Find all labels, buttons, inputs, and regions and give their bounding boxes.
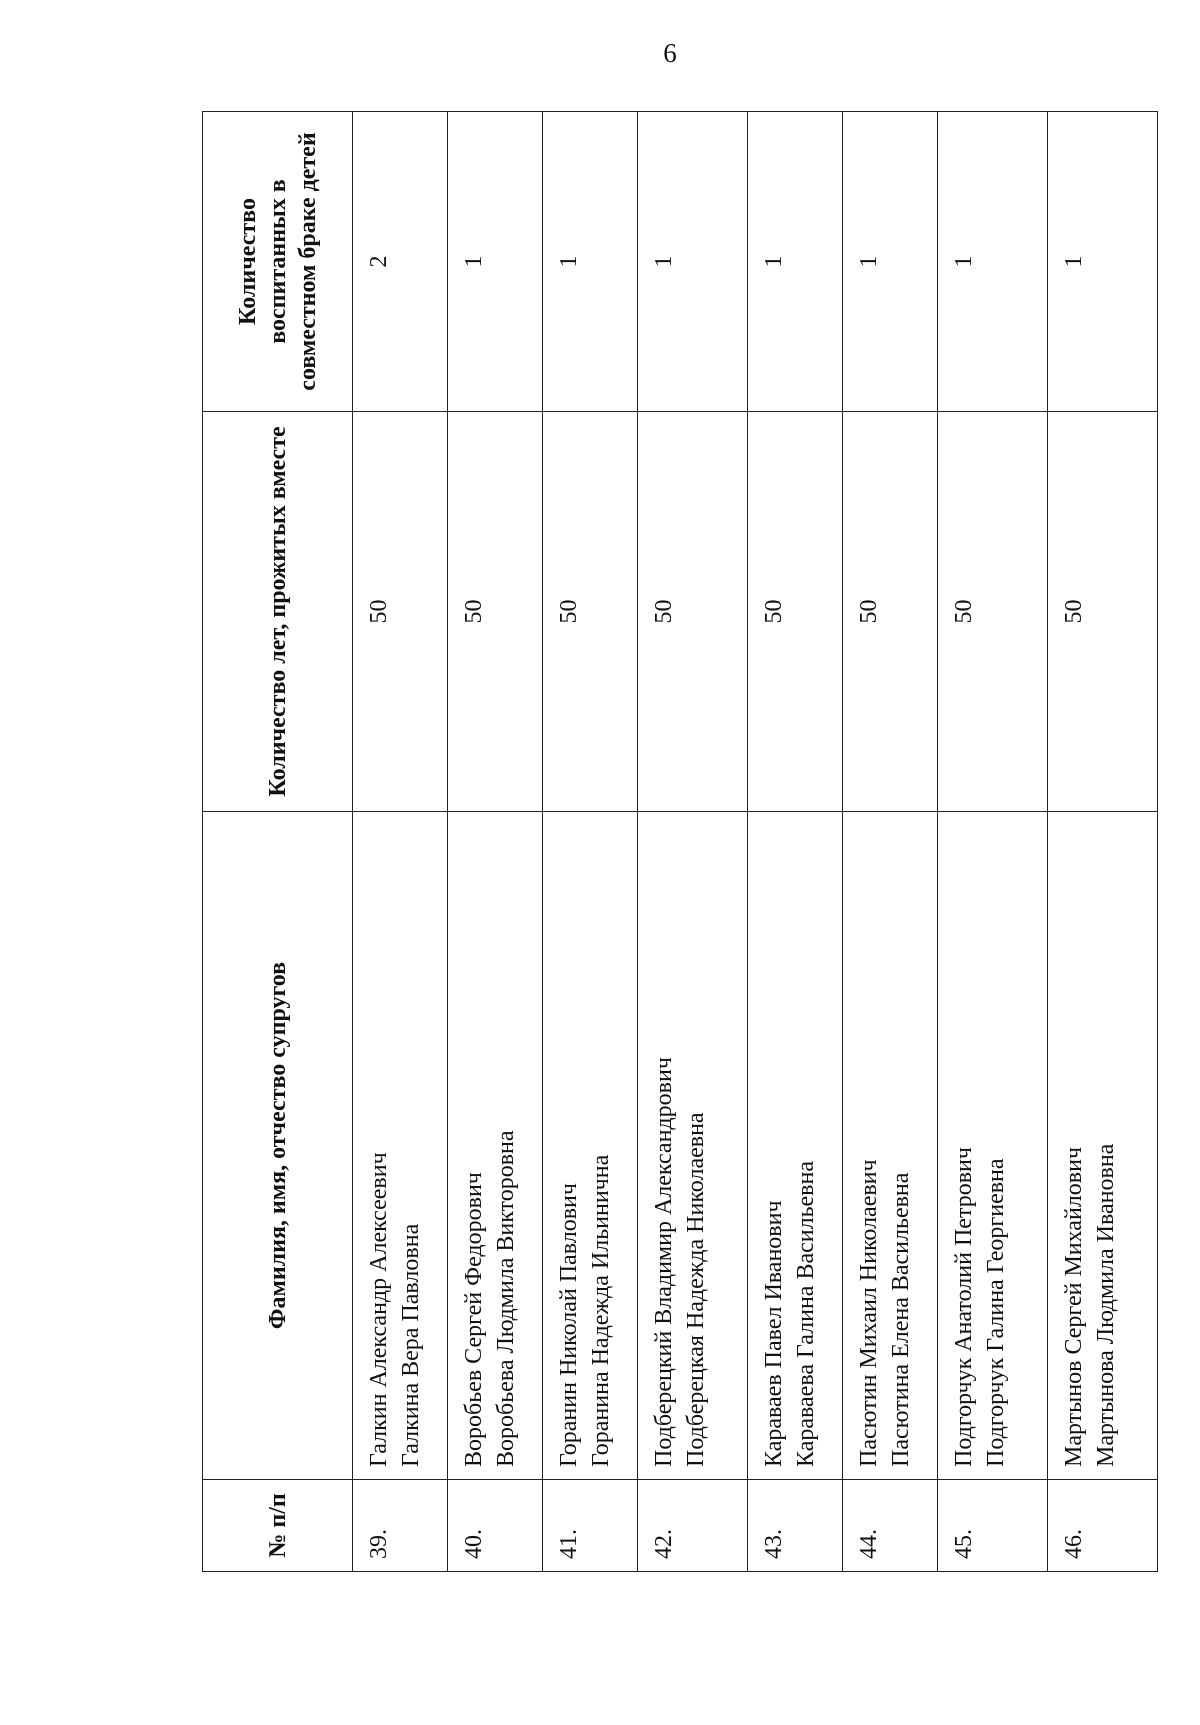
header-num: № п/п	[203, 1480, 353, 1572]
children-count: 1	[1048, 112, 1158, 412]
wife-name: Воробьева Людмила Викторовна	[493, 1130, 520, 1467]
row-number: 46.	[1048, 1480, 1158, 1572]
header-years: Количество лет, прожитых вместе	[203, 412, 353, 812]
wife-name: Подгорчук Галина Георгиевна	[983, 1158, 1010, 1467]
row-number: 41.	[543, 1480, 638, 1572]
header-children: Количество воспитанных в совместном браке детей	[203, 112, 353, 412]
header-names: Фамилия, имя, отчество супругов	[203, 812, 353, 1480]
husband-name: Караваев Павел Иванович	[761, 1200, 787, 1467]
page-number: 6	[663, 38, 677, 68]
couple-names	[353, 812, 448, 1480]
table-header-row	[203, 112, 353, 1572]
children-count: 1	[543, 112, 638, 412]
row-number: 43.	[748, 1480, 843, 1572]
years-together: 50	[543, 412, 638, 812]
children-count: 1	[843, 112, 938, 412]
years-together: 50	[1048, 412, 1158, 812]
couple-names	[843, 812, 938, 1480]
wife-name: Караваева Галина Васильевна	[793, 1161, 820, 1467]
children-count: 2	[353, 112, 448, 412]
children-count: 1	[748, 112, 843, 412]
table-row	[448, 112, 543, 1572]
table-row	[1048, 112, 1158, 1572]
husband-name: Мартынов Сергей Михайлович	[1061, 1146, 1087, 1467]
table-row	[638, 112, 748, 1572]
row-number: 44.	[843, 1480, 938, 1572]
children-count: 1	[938, 112, 1048, 412]
wife-name: Галкина Вера Павловна	[398, 1223, 425, 1467]
years-together: 50	[843, 412, 938, 812]
years-together: 50	[353, 412, 448, 812]
husband-name: Горанин Николай Павлович	[556, 1183, 582, 1467]
row-number: 39.	[353, 1480, 448, 1572]
wife-name: Мартынова Людмила Ивановна	[1093, 1143, 1120, 1467]
table-row	[938, 112, 1048, 1572]
couple-names	[938, 812, 1048, 1480]
husband-name: Пасютин Михаил Николаевич	[856, 1159, 882, 1467]
couple-names	[448, 812, 543, 1480]
couples-table	[202, 111, 1158, 1572]
years-together: 50	[638, 412, 748, 812]
row-number: 40.	[448, 1480, 543, 1572]
husband-name: Галкин Александр Алексеевич	[366, 1152, 392, 1467]
row-number: 45.	[938, 1480, 1048, 1572]
table-row	[843, 112, 938, 1572]
wife-name: Горанина Надежда Ильинична	[588, 1154, 615, 1467]
couple-names	[638, 812, 748, 1480]
years-together: 50	[748, 412, 843, 812]
table-row	[543, 112, 638, 1572]
table-row	[353, 112, 448, 1572]
children-count: 1	[638, 112, 748, 412]
wife-name: Подберецкая Надежда Николаевна	[683, 1112, 710, 1467]
table-row	[748, 112, 843, 1572]
husband-name: Подгорчук Анатолий Петрович	[951, 1147, 977, 1467]
couple-names	[1048, 812, 1158, 1480]
couple-names	[748, 812, 843, 1480]
years-together: 50	[938, 412, 1048, 812]
wife-name: Пасютина Елена Васильевна	[888, 1172, 915, 1467]
couple-names	[543, 812, 638, 1480]
row-number: 42.	[638, 1480, 748, 1572]
children-count: 1	[448, 112, 543, 412]
years-together: 50	[448, 412, 543, 812]
couples-table-container	[202, 112, 1122, 1559]
husband-name: Воробьев Сергей Федорович	[461, 1172, 487, 1467]
husband-name: Подберецкий Владимир Александрович	[651, 1057, 677, 1467]
